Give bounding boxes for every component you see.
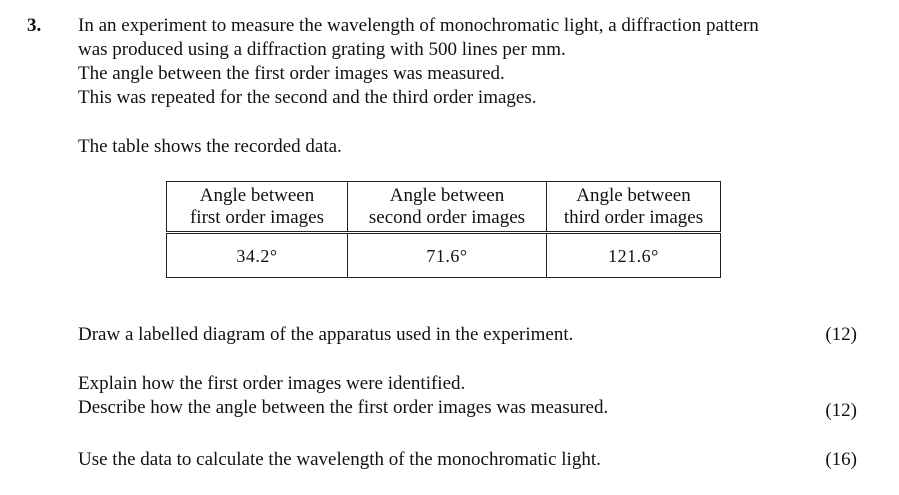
question-intro [78,14,759,110]
header-text: Angle between [576,184,691,206]
header-text: first order images [189,206,324,228]
task-line: Use the data to calculate the wavelength of the monochromatic light. [78,449,601,470]
task-line: Describe how the angle between the first order images was measured. [78,397,609,418]
value-second-order: 71.6° [348,233,547,278]
table-caption: The table shows the recorded data. [78,136,342,157]
value-first-order: 34.2° [167,233,348,278]
header-text: Angle between [199,184,315,206]
marks-task-1: (12) [825,324,857,345]
task-line: Draw a labelled diagram of the apparatus used in the experiment. [78,324,574,345]
task-draw-diagram [78,323,573,347]
intro-line: This was repeated for the second and the third order images. [78,87,537,108]
header-text: second order images [368,206,526,228]
header-text: Angle between [389,184,505,206]
marks-task-2: (12) [825,400,857,421]
intro-line: In an experiment to measure the wavelength of monochromatic light, a diffraction pattern [78,15,759,36]
intro-line: The angle between the first order images was measured. [78,63,505,84]
header-first-order [167,182,348,233]
header-text: third order images [563,206,704,228]
marks-task-3: (16) [825,449,857,470]
intro-line: was produced using a diffraction grating with 500 lines per mm. [78,39,566,60]
header-third-order [547,182,721,233]
angle-data-table [166,181,721,278]
table-row [167,233,721,278]
table-header-row [167,182,721,233]
task-line: Explain how the first order images were identified. [78,373,466,394]
task-calculate [78,448,601,472]
header-second-order [348,182,547,233]
question-number: 3. [27,15,42,36]
value-third-order: 121.6° [547,233,721,278]
task-explain-describe [78,372,608,420]
